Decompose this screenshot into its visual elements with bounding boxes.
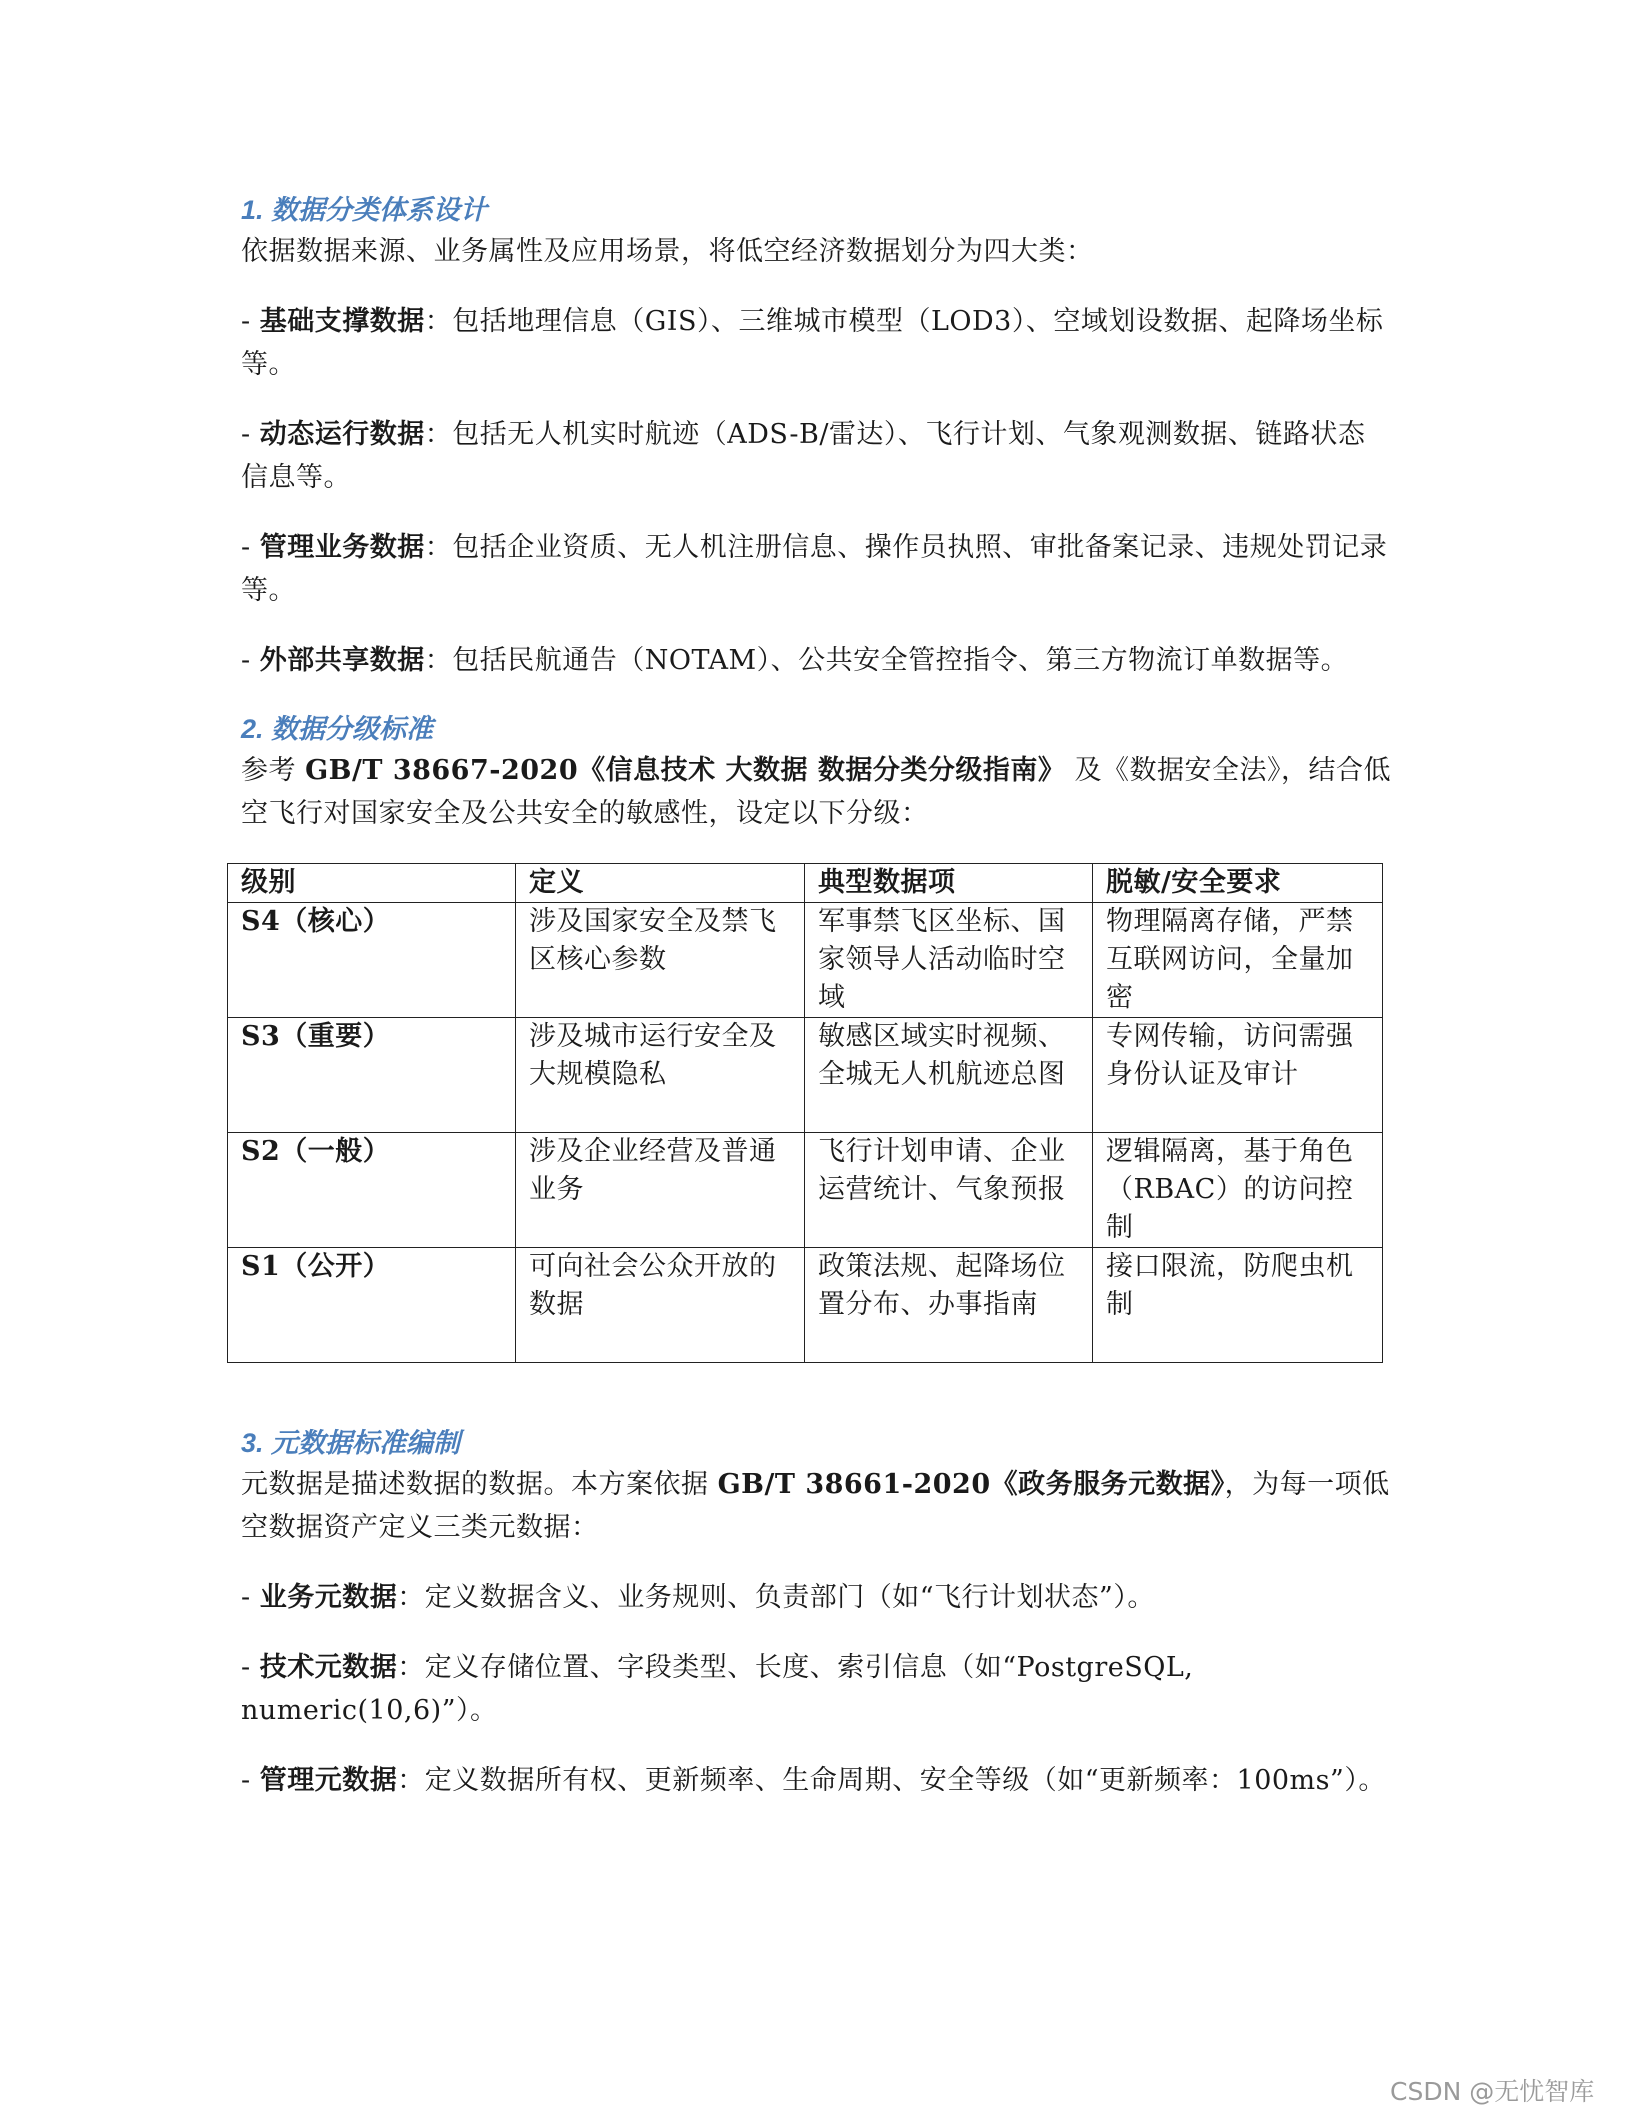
section3-item: [241, 1759, 1391, 1802]
item-text: 定义数据含义、业务规则、负责部门（如“飞行计划状态”）。: [424, 1582, 1155, 1613]
item-term: 管理业务数据: [259, 532, 425, 563]
table-cell: 政策法规、起降场位置分布、办事指南: [805, 1248, 1093, 1363]
table-cell-level: S1（公开）: [228, 1248, 516, 1363]
table-cell: 专网传输，访问需强身份认证及审计: [1093, 1018, 1383, 1133]
table-cell-level: S2（一般）: [228, 1133, 516, 1248]
item-term: 业务元数据: [259, 1582, 398, 1613]
section3-item: [241, 1646, 1391, 1732]
intro-text: ，为每一项低空数据资产定义三类元数据：: [241, 1469, 1390, 1543]
section3-heading: 3. 元数据标准编制: [241, 1428, 461, 1458]
item-term: 技术元数据: [259, 1652, 398, 1683]
csdn-watermark: CSDN @无忧智库: [1390, 2077, 1595, 2106]
item-colon: ：: [397, 1652, 425, 1683]
table-cell: 涉及企业经营及普通业务: [516, 1133, 805, 1248]
table-header-cell: 典型数据项: [805, 864, 1093, 903]
item-text: 包括无人机实时航迹（ADS-B/雷达）、飞行计划、气象观测数据、链路状态信息等。: [241, 419, 1366, 493]
table-cell: 敏感区域实时视频、全城无人机航迹总图: [805, 1018, 1093, 1133]
item-text: 包括民航通告（NOTAM）、公共安全管控指令、第三方物流订单数据等。: [452, 645, 1349, 676]
bullet-prefix: -: [241, 1652, 260, 1683]
table-header-cell: 脱敏/安全要求: [1093, 864, 1383, 903]
item-text: 包括企业资质、无人机注册信息、操作员执照、审批备案记录、违规处罚记录等。: [241, 532, 1388, 606]
document-content: [241, 190, 1391, 1802]
table-cell: 接口限流，防爬虫机制: [1093, 1248, 1383, 1363]
item-colon: ：: [424, 419, 453, 450]
section2-intro: [241, 749, 1391, 835]
section3-intro: [241, 1463, 1391, 1549]
bullet-prefix: -: [241, 645, 260, 676]
table-header-cell: 定义: [516, 864, 805, 903]
table-row: [228, 903, 1383, 1018]
item-term: 基础支撑数据: [259, 306, 425, 337]
section1-item: [241, 526, 1391, 612]
item-colon: ：: [397, 1765, 425, 1796]
bullet-prefix: -: [241, 306, 260, 337]
item-colon: ：: [424, 306, 453, 337]
standard-reference: GB/T 38661-2020《政务服务元数据》: [717, 1469, 1225, 1500]
section1-item: [241, 639, 1391, 682]
table-cell: 物理隔离存储，严禁互联网访问，全量加密: [1093, 903, 1383, 1018]
table-row: [228, 1133, 1383, 1248]
table-cell: 军事禁飞区坐标、国家领导人活动临时空域: [805, 903, 1093, 1018]
item-colon: ：: [397, 1582, 425, 1613]
section3-item: [241, 1576, 1391, 1619]
item-colon: ：: [424, 532, 453, 563]
section2-heading: 2. 数据分级标准: [241, 714, 434, 744]
section1-item: [241, 300, 1391, 386]
bullet-prefix: -: [241, 419, 260, 450]
standard-reference: GB/T 38667-2020《信息技术 大数据 数据分类分级指南》: [305, 755, 1066, 786]
bullet-prefix: -: [241, 1582, 260, 1613]
section1-intro: 依据数据来源、业务属性及应用场景，将低空经济数据划分为四大类：: [241, 236, 1094, 267]
intro-text: 参考: [241, 755, 306, 786]
table-cell: 飞行计划申请、企业运营统计、气象预报: [805, 1133, 1093, 1248]
item-colon: ：: [424, 645, 453, 676]
table-cell: 可向社会公众开放的数据: [516, 1248, 805, 1363]
table-cell-level: S4（核心）: [228, 903, 516, 1018]
item-text: 包括地理信息（GIS）、三维城市模型（LOD3）、空域划设数据、起降场坐标等。: [241, 306, 1384, 380]
table-header-cell: 级别: [228, 864, 516, 903]
table-cell: 涉及城市运行安全及大规模隐私: [516, 1018, 805, 1133]
table-row: [228, 1018, 1383, 1133]
item-text: 定义数据所有权、更新频率、生命周期、安全等级（如“更新频率：100ms”）。: [424, 1765, 1386, 1796]
section1-item: [241, 413, 1391, 499]
item-term: 动态运行数据: [259, 419, 425, 450]
table-cell: 逻辑隔离，基于角色（RBAC）的访问控制: [1093, 1133, 1383, 1248]
bullet-prefix: -: [241, 1765, 260, 1796]
item-term: 管理元数据: [259, 1765, 398, 1796]
table-cell-level: S3（重要）: [228, 1018, 516, 1133]
table-header-row: [228, 864, 1383, 903]
section1-heading: 1. 数据分类体系设计: [241, 195, 488, 225]
item-text: 定义存储位置、字段类型、长度、索引信息（如“PostgreSQL, numeric(10,6)”）。: [241, 1652, 1194, 1726]
classification-table: [227, 863, 1383, 1363]
intro-text: 及《数据安全法》，结合低空飞行对国家安全及公共安全的敏感性，设定以下分级：: [241, 755, 1392, 829]
intro-text: 元数据是描述数据的数据。本方案依据: [241, 1469, 718, 1500]
item-term: 外部共享数据: [259, 645, 425, 676]
table-cell: 涉及国家安全及禁飞区核心参数: [516, 903, 805, 1018]
bullet-prefix: -: [241, 532, 260, 563]
table-row: [228, 1248, 1383, 1363]
